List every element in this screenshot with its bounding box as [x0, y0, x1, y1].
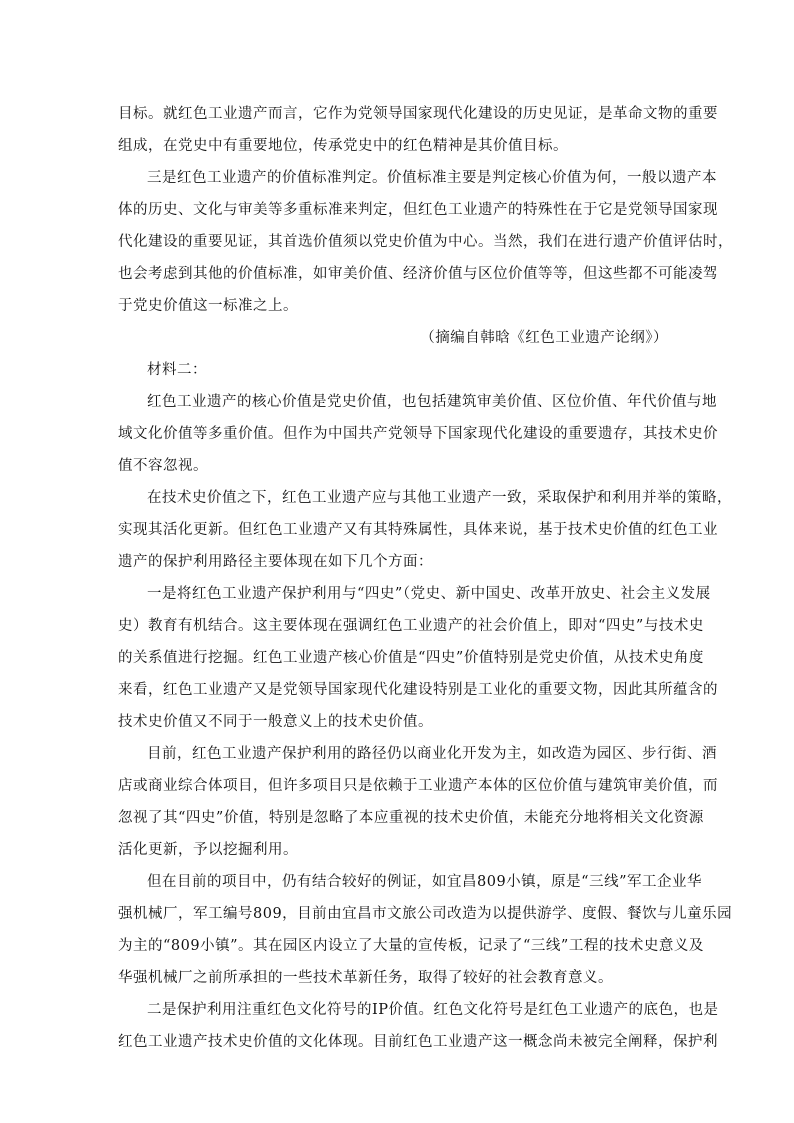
text-line: 红色工业遗产技术史价值的文化体现。目前红色工业遗产这一概念尚未被完全阐释，保护利	[118, 1034, 718, 1050]
text-line: 一是将红色工业遗产保护利用与“四史”（党史、新中国史、改革开放史、社会主义发展	[147, 586, 711, 602]
text-line: 组成，在党史中有重要地位，传承党史中的红色精神是其价值目标。	[118, 138, 568, 154]
text-line: 体的历史、文化与审美等多重标准来判定，但红色工业遗产的特殊性在于它是党领导国家现	[118, 202, 718, 218]
text-line: 也会考虑到其他的价值标准，如审美价值、经济价值与区位价值等等，但这些都不可能凌驾	[118, 266, 718, 282]
text-line: 史）教育有机结合。这主要体现在强调红色工业遗产的社会价值上，即对“四史”与技术史	[118, 618, 704, 634]
text-line: 域文化价值等多重价值。但作为中国共产党领导下国家现代化建设的重要遗存，其技术史价	[118, 426, 718, 442]
source-citation: （摘编自韩晗《红色工业遗产论纲》）	[420, 330, 668, 346]
text-line: 但在目前的项目中，仍有结合较好的例证，如宜昌809小镇，原是“三线”军工企业华	[147, 874, 702, 890]
text-line: 为主的“809小镇”。其在园区内设立了大量的宣传板，记录了“三线”工程的技术史意义及	[118, 938, 704, 954]
text-line: 目前，红色工业遗产保护利用的路径仍以商业化开发为主，如改造为园区、步行街、酒	[147, 746, 717, 762]
text-line: 强机械厂，军工编号809，目前由宜昌市文旅公司改造为以提供游学、度假、餐饮与儿童乐园	[118, 906, 733, 922]
text-line: 值不容忽视。	[118, 458, 208, 474]
text-line: 在技术史价值之下，红色工业遗产应与其他工业遗产一致，采取保护和利用并举的策略，	[147, 490, 732, 506]
text-line: 三是红色工业遗产的价值标准判定。价值标准主要是判定核心价值为何，一般以遗产本	[147, 170, 717, 186]
text-line: 目标。就红色工业遗产而言，它作为党领导国家现代化建设的历史见证，是革命文物的重要	[118, 106, 718, 122]
text-line: 红色工业遗产的核心价值是党史价值，也包括建筑审美价值、区位价值、年代价值与地	[147, 394, 717, 410]
text-line: 的关系值进行挖掘。红色工业遗产核心价值是“四史”价值特别是党史价值，从技术史角度	[118, 650, 704, 666]
text-line: 忽视了其“四史”价值，特别是忽略了本应重视的技术史价值，未能充分地将相关文化资源	[118, 810, 704, 826]
text-line: 遗产的保护利用路径主要体现在如下几个方面：	[118, 554, 433, 570]
text-line: 来看，红色工业遗产又是党领导国家现代化建设特别是工业化的重要文物，因此其所蕴含的	[118, 682, 718, 698]
text-line: 代化建设的重要见证，其首选价值须以党史价值为中心。当然，我们在进行遗产价值评估时，	[118, 234, 733, 250]
text-line: 实现其活化更新。但红色工业遗产又有其特殊属性，具体来说，基于技术史价值的红色工业	[118, 522, 718, 538]
document-body	[118, 98, 733, 1058]
text-line: 材料二：	[147, 362, 207, 378]
text-line: 技术史价值又不同于一般意义上的技术史价值。	[118, 714, 433, 730]
text-line: 店或商业综合体项目，但许多项目只是依赖于工业遗产本体的区位价值与建筑审美价值，而	[118, 778, 718, 794]
text-line: 华强机械厂之前所承担的一些技术革新任务，取得了较好的社会教育意义。	[118, 970, 613, 986]
text-line: 活化更新，予以挖掘利用。	[118, 842, 298, 858]
text-line: 于党史价值这一标准之上。	[118, 298, 298, 314]
text-line: 二是保护利用注重红色文化符号的IP价值。红色文化符号是红色工业遗产的底色，也是	[147, 1002, 719, 1018]
